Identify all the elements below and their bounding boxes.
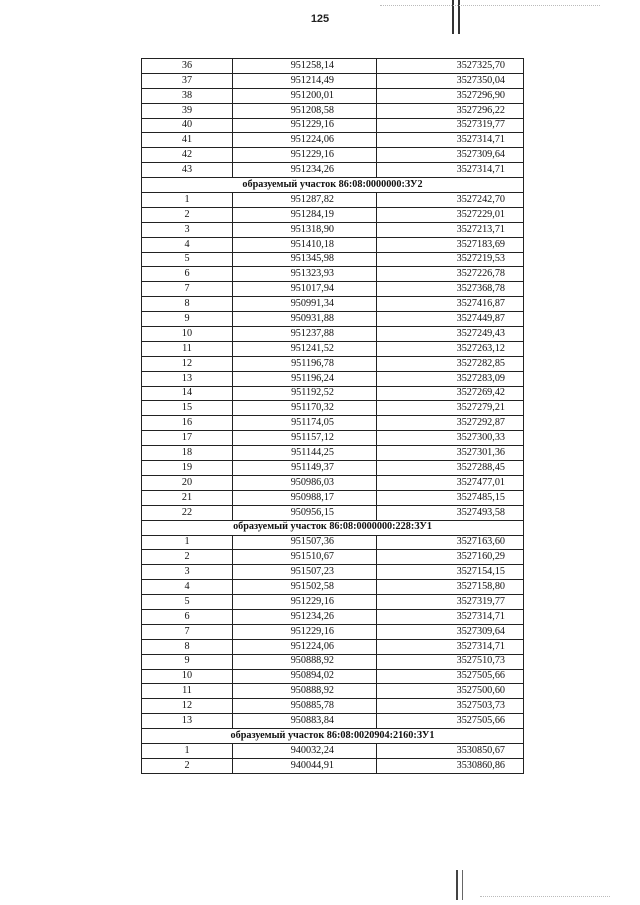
coord-x-cell: 951208,58 [233, 103, 377, 118]
coord-y-cell: 3527158,80 [377, 580, 524, 595]
coord-y-cell: 3527416,87 [377, 297, 524, 312]
coord-y-cell: 3527249,43 [377, 327, 524, 342]
table-row [142, 237, 524, 252]
point-number-cell: 1 [142, 193, 233, 208]
coord-x-cell: 951017,94 [233, 282, 377, 297]
point-number-cell: 22 [142, 505, 233, 520]
coord-x-cell: 951200,01 [233, 88, 377, 103]
table-row [142, 461, 524, 476]
table-row [142, 312, 524, 327]
coord-y-cell: 3527319,77 [377, 118, 524, 133]
coord-y-cell: 3527505,66 [377, 714, 524, 729]
coord-y-cell: 3530860,86 [377, 758, 524, 773]
coordinates-table [141, 58, 524, 774]
scan-artifact-top [380, 5, 600, 8]
page-number: 125 [310, 13, 330, 25]
table-row [142, 475, 524, 490]
point-number-cell: 5 [142, 252, 233, 267]
point-number-cell: 7 [142, 624, 233, 639]
point-number-cell: 8 [142, 297, 233, 312]
coord-y-cell: 3527314,71 [377, 133, 524, 148]
table-row [142, 88, 524, 103]
coord-x-cell: 951287,82 [233, 193, 377, 208]
coord-y-cell: 3527163,60 [377, 535, 524, 550]
coord-y-cell: 3527314,71 [377, 609, 524, 624]
coord-y-cell: 3527269,42 [377, 386, 524, 401]
section-header-row [142, 729, 524, 744]
table-row [142, 252, 524, 267]
point-number-cell: 12 [142, 356, 233, 371]
coord-x-cell: 951234,26 [233, 609, 377, 624]
coord-y-cell: 3527229,01 [377, 207, 524, 222]
table-row [142, 341, 524, 356]
point-number-cell: 1 [142, 743, 233, 758]
table-row [142, 609, 524, 624]
coord-x-cell: 951258,14 [233, 59, 377, 74]
point-number-cell: 3 [142, 222, 233, 237]
point-number-cell: 36 [142, 59, 233, 74]
coord-y-cell: 3527325,70 [377, 59, 524, 74]
coord-y-cell: 3527263,12 [377, 341, 524, 356]
table-row [142, 565, 524, 580]
coord-x-cell: 950883,84 [233, 714, 377, 729]
table-row [142, 431, 524, 446]
coord-x-cell: 950894,02 [233, 669, 377, 684]
coord-x-cell: 950885,78 [233, 699, 377, 714]
table-row [142, 505, 524, 520]
coord-y-cell: 3527288,45 [377, 461, 524, 476]
point-number-cell: 6 [142, 609, 233, 624]
point-number-cell: 37 [142, 73, 233, 88]
coord-x-cell: 951502,58 [233, 580, 377, 595]
table-row [142, 118, 524, 133]
point-number-cell: 15 [142, 401, 233, 416]
coord-x-cell: 950986,03 [233, 475, 377, 490]
coord-y-cell: 3527477,01 [377, 475, 524, 490]
point-number-cell: 21 [142, 490, 233, 505]
point-number-cell: 7 [142, 282, 233, 297]
coord-y-cell: 3527314,71 [377, 639, 524, 654]
coord-x-cell: 950956,15 [233, 505, 377, 520]
coord-y-cell: 3527213,71 [377, 222, 524, 237]
coord-y-cell: 3527242,70 [377, 193, 524, 208]
scan-artifact-bottom [480, 896, 610, 899]
coord-y-cell: 3527282,85 [377, 356, 524, 371]
coord-x-cell: 951318,90 [233, 222, 377, 237]
point-number-cell: 9 [142, 312, 233, 327]
section-title: образуемый участок 86:08:0000000:228:ЗУ1 [142, 520, 524, 535]
point-number-cell: 4 [142, 237, 233, 252]
point-number-cell: 19 [142, 461, 233, 476]
coord-y-cell: 3527160,29 [377, 550, 524, 565]
coord-y-cell: 3527503,73 [377, 699, 524, 714]
coord-x-cell: 951229,16 [233, 118, 377, 133]
coord-y-cell: 3530850,67 [377, 743, 524, 758]
table-row [142, 103, 524, 118]
point-number-cell: 41 [142, 133, 233, 148]
table-row [142, 714, 524, 729]
coord-x-cell: 951149,37 [233, 461, 377, 476]
table-row [142, 267, 524, 282]
point-number-cell: 39 [142, 103, 233, 118]
coord-y-cell: 3527296,90 [377, 88, 524, 103]
table-row [142, 222, 524, 237]
table-row [142, 758, 524, 773]
table-row [142, 327, 524, 342]
table-row [142, 371, 524, 386]
coord-y-cell: 3527319,77 [377, 595, 524, 610]
point-number-cell: 11 [142, 341, 233, 356]
table-row [142, 282, 524, 297]
coord-y-cell: 3527350,04 [377, 73, 524, 88]
coord-x-cell: 951196,78 [233, 356, 377, 371]
point-number-cell: 2 [142, 550, 233, 565]
coord-y-cell: 3527292,87 [377, 416, 524, 431]
coord-y-cell: 3527279,21 [377, 401, 524, 416]
section-title: образуемый участок 86:08:0020904:2160:ЗУ1 [142, 729, 524, 744]
point-number-cell: 10 [142, 327, 233, 342]
coord-x-cell: 951214,49 [233, 73, 377, 88]
table-row [142, 535, 524, 550]
coord-y-cell: 3527368,78 [377, 282, 524, 297]
coord-x-cell: 951229,16 [233, 624, 377, 639]
point-number-cell: 40 [142, 118, 233, 133]
point-number-cell: 6 [142, 267, 233, 282]
coord-y-cell: 3527505,66 [377, 669, 524, 684]
point-number-cell: 38 [142, 88, 233, 103]
coord-y-cell: 3527309,64 [377, 148, 524, 163]
coord-x-cell: 951224,06 [233, 133, 377, 148]
coord-x-cell: 951224,06 [233, 639, 377, 654]
table-row [142, 297, 524, 312]
coord-y-cell: 3527500,60 [377, 684, 524, 699]
point-number-cell: 2 [142, 207, 233, 222]
coord-x-cell: 951144,25 [233, 446, 377, 461]
point-number-cell: 13 [142, 371, 233, 386]
coord-x-cell: 951237,88 [233, 327, 377, 342]
point-number-cell: 11 [142, 684, 233, 699]
point-number-cell: 14 [142, 386, 233, 401]
table-row [142, 148, 524, 163]
point-number-cell: 2 [142, 758, 233, 773]
point-number-cell: 20 [142, 475, 233, 490]
coord-x-cell: 951323,93 [233, 267, 377, 282]
coord-y-cell: 3527485,15 [377, 490, 524, 505]
point-number-cell: 16 [142, 416, 233, 431]
coord-x-cell: 940032,24 [233, 743, 377, 758]
table-row [142, 386, 524, 401]
coord-x-cell: 951170,32 [233, 401, 377, 416]
coord-x-cell: 950888,92 [233, 684, 377, 699]
coord-x-cell: 951192,52 [233, 386, 377, 401]
table-row [142, 356, 524, 371]
table-row [142, 207, 524, 222]
point-number-cell: 9 [142, 654, 233, 669]
point-number-cell: 13 [142, 714, 233, 729]
point-number-cell: 42 [142, 148, 233, 163]
binding-mark-bottom [456, 870, 463, 900]
table-row [142, 595, 524, 610]
table-row [142, 654, 524, 669]
coord-x-cell: 951410,18 [233, 237, 377, 252]
table-row [142, 446, 524, 461]
coord-x-cell: 951241,52 [233, 341, 377, 356]
table-row [142, 416, 524, 431]
point-number-cell: 3 [142, 565, 233, 580]
table-row [142, 669, 524, 684]
table-row [142, 490, 524, 505]
coord-x-cell: 950888,92 [233, 654, 377, 669]
coord-x-cell: 951229,16 [233, 595, 377, 610]
coord-y-cell: 3527309,64 [377, 624, 524, 639]
point-number-cell: 10 [142, 669, 233, 684]
coord-y-cell: 3527510,73 [377, 654, 524, 669]
coord-x-cell: 951196,24 [233, 371, 377, 386]
coord-y-cell: 3527219,53 [377, 252, 524, 267]
coord-x-cell: 951157,12 [233, 431, 377, 446]
coord-x-cell: 950988,17 [233, 490, 377, 505]
coord-x-cell: 951507,23 [233, 565, 377, 580]
table-row [142, 699, 524, 714]
coord-y-cell: 3527283,09 [377, 371, 524, 386]
coord-y-cell: 3527493,58 [377, 505, 524, 520]
table-row [142, 133, 524, 148]
coord-y-cell: 3527226,78 [377, 267, 524, 282]
section-header-row [142, 520, 524, 535]
coord-x-cell: 950931,88 [233, 312, 377, 327]
table-row [142, 624, 524, 639]
point-number-cell: 8 [142, 639, 233, 654]
point-number-cell: 17 [142, 431, 233, 446]
coord-x-cell: 951284,19 [233, 207, 377, 222]
coord-y-cell: 3527183,69 [377, 237, 524, 252]
coord-x-cell: 951507,36 [233, 535, 377, 550]
table-row [142, 401, 524, 416]
table-row [142, 743, 524, 758]
table-row [142, 163, 524, 178]
coord-y-cell: 3527300,33 [377, 431, 524, 446]
table-row [142, 684, 524, 699]
table-row [142, 550, 524, 565]
coord-x-cell: 950991,34 [233, 297, 377, 312]
coord-x-cell: 951229,16 [233, 148, 377, 163]
coord-x-cell: 951345,98 [233, 252, 377, 267]
coord-y-cell: 3527449,87 [377, 312, 524, 327]
table-row [142, 59, 524, 74]
table-row [142, 639, 524, 654]
coord-y-cell: 3527301,36 [377, 446, 524, 461]
coord-y-cell: 3527296,22 [377, 103, 524, 118]
table-row [142, 73, 524, 88]
coord-x-cell: 951174,05 [233, 416, 377, 431]
table-row [142, 193, 524, 208]
table-row [142, 580, 524, 595]
coord-x-cell: 951234,26 [233, 163, 377, 178]
section-title: образуемый участок 86:08:0000000:ЗУ2 [142, 178, 524, 193]
point-number-cell: 18 [142, 446, 233, 461]
section-header-row [142, 178, 524, 193]
coord-x-cell: 951510,67 [233, 550, 377, 565]
point-number-cell: 1 [142, 535, 233, 550]
point-number-cell: 12 [142, 699, 233, 714]
point-number-cell: 43 [142, 163, 233, 178]
coord-x-cell: 940044,91 [233, 758, 377, 773]
coord-y-cell: 3527314,71 [377, 163, 524, 178]
point-number-cell: 5 [142, 595, 233, 610]
coord-y-cell: 3527154,15 [377, 565, 524, 580]
point-number-cell: 4 [142, 580, 233, 595]
